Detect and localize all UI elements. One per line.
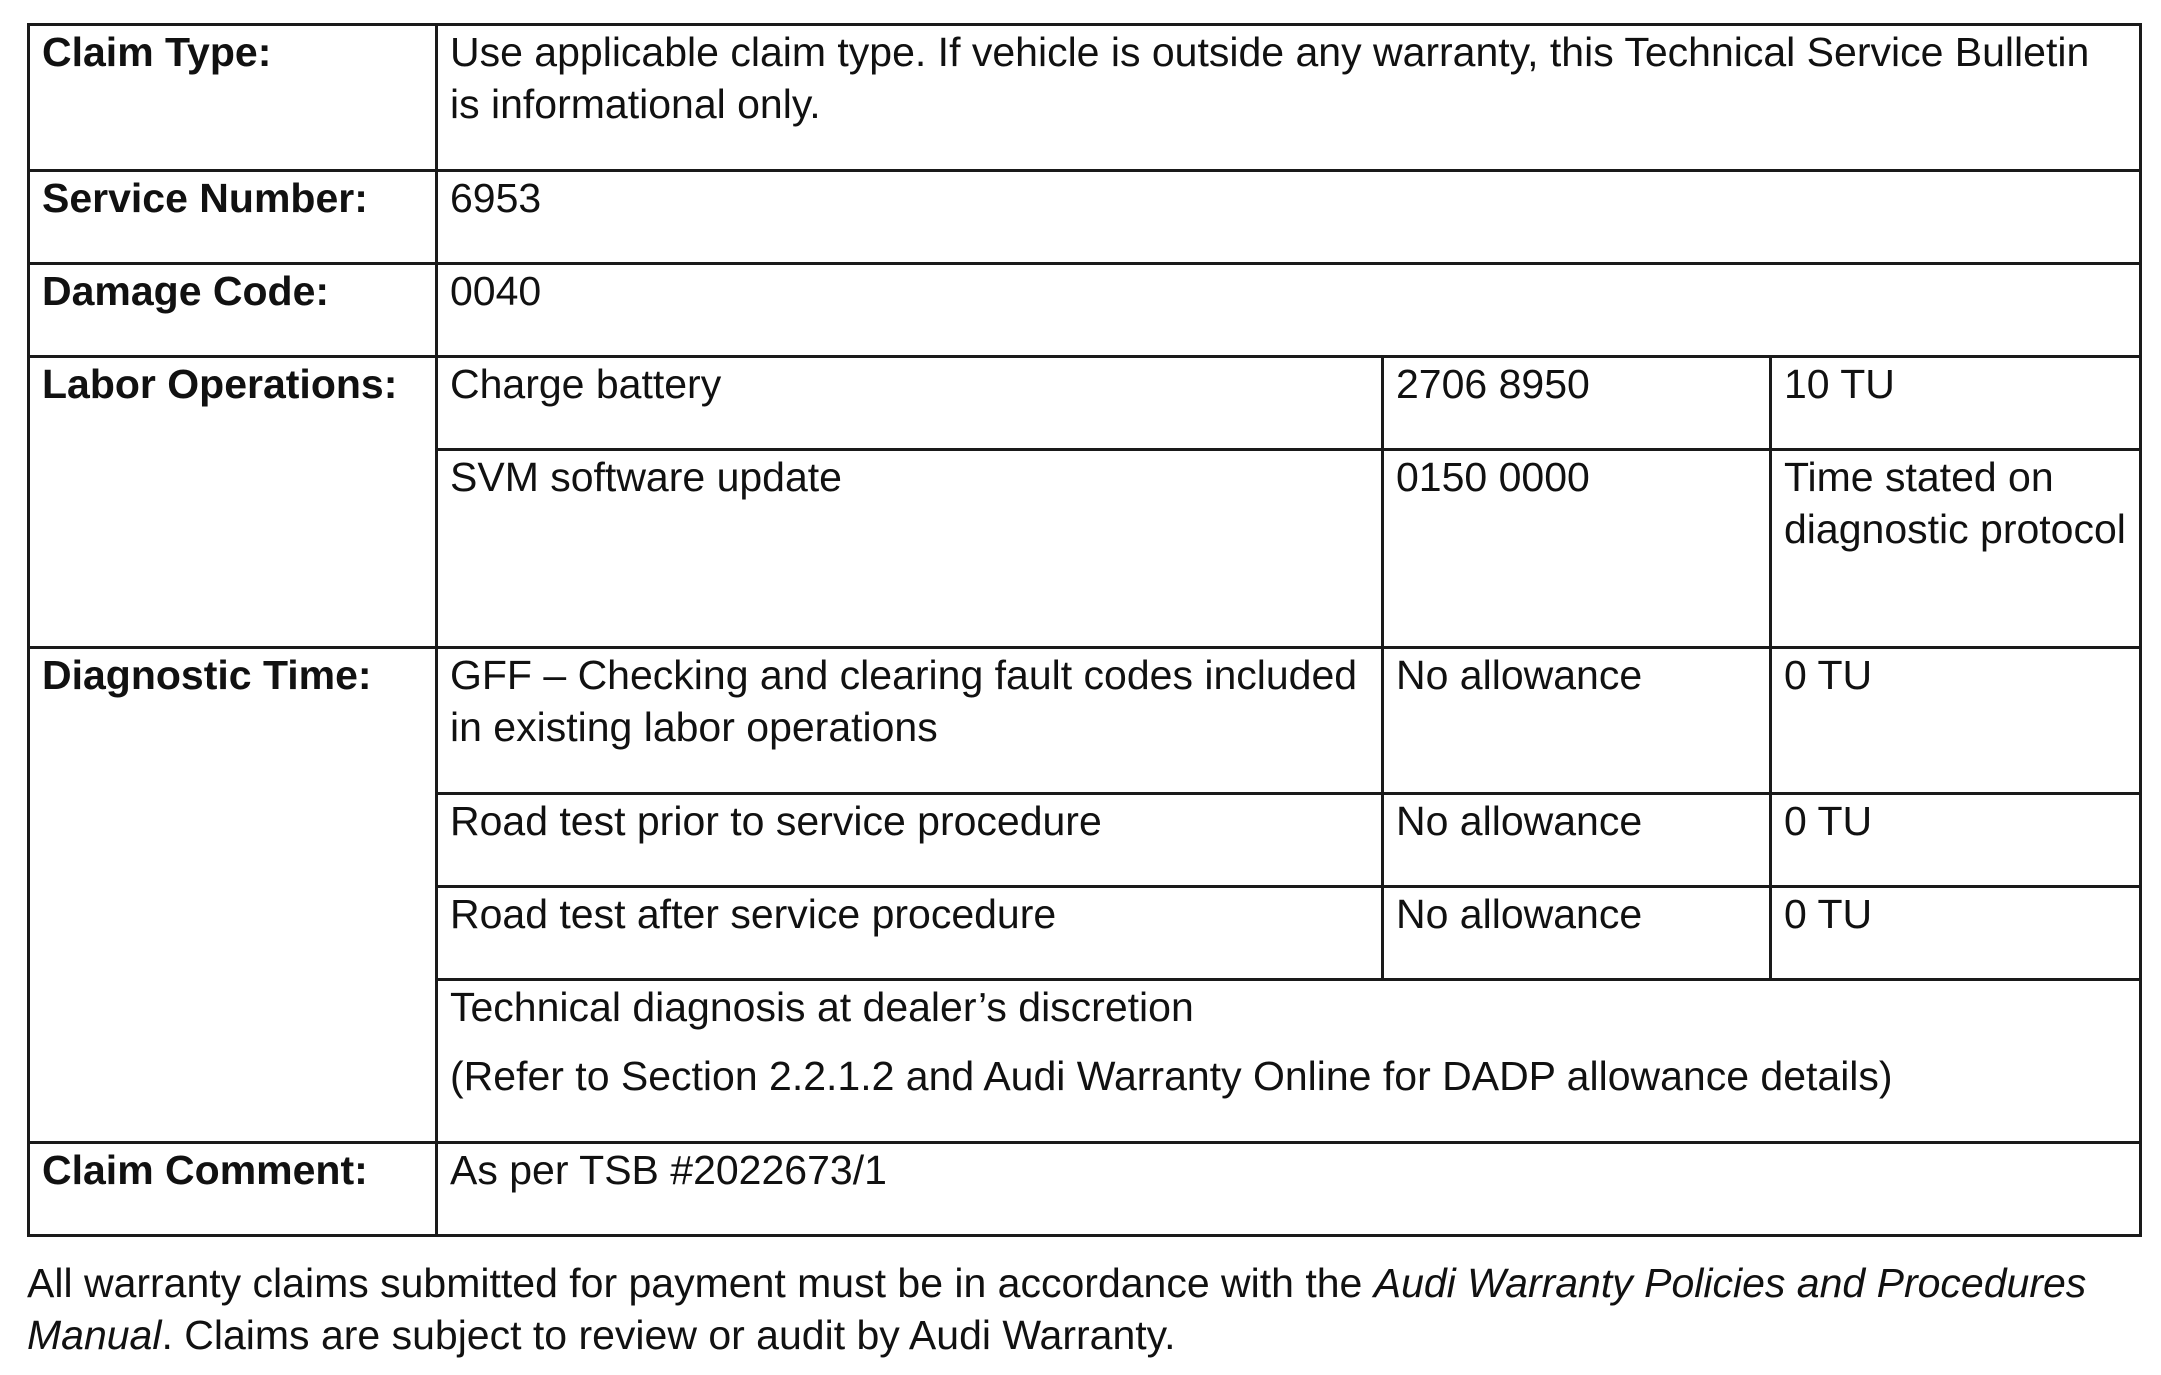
claim-type-label: Claim Type: xyxy=(29,25,437,171)
claim-comment-row xyxy=(29,1143,2141,1236)
refer-section-text: (Refer to Section 2.2.1.2 and Audi Warranty Online for DADP allowance details) xyxy=(450,1053,1893,1099)
claim-type-row xyxy=(29,25,2141,171)
claim-comment-label: Claim Comment: xyxy=(29,1143,437,1236)
claim-type-value: Use applicable claim type. If vehicle is outside any warranty, this Technical Service Bulletin is informational only. xyxy=(437,25,2141,171)
labor-operation-description: SVM software update xyxy=(437,450,1383,648)
diagnostic-allowance: No allowance xyxy=(1383,887,1771,980)
labor-operation-time: Time stated on diagnostic protocol xyxy=(1771,450,2141,648)
footer-text-before: All warranty claims submitted for payment must be in accordance with the xyxy=(27,1260,1374,1306)
damage-code-label: Damage Code: xyxy=(29,264,437,357)
claim-comment-value: As per TSB #2022673/1 xyxy=(437,1143,2141,1236)
labor-operation-code: 2706 8950 xyxy=(1383,357,1771,450)
discretion-text: Technical diagnosis at dealer’s discretion xyxy=(450,984,1194,1030)
service-number-value: 6953 xyxy=(437,171,2141,264)
warranty-claim-table xyxy=(27,23,2142,1237)
warranty-info-page xyxy=(27,23,2139,1361)
damage-code-row xyxy=(29,264,2141,357)
diagnostic-allowance: No allowance xyxy=(1383,794,1771,887)
manual-title: Audi Warranty Policies and Procedures Manual xyxy=(27,1260,2087,1358)
diagnostic-description: GFF – Checking and clearing fault codes included in existing labor operations xyxy=(437,648,1383,794)
labor-operation-code: 0150 0000 xyxy=(1383,450,1771,648)
diagnostic-discretion-cell xyxy=(437,980,2141,1143)
damage-code-value: 0040 xyxy=(437,264,2141,357)
footer-text-after: . Claims are subject to review or audit by Audi Warranty. xyxy=(161,1312,1176,1358)
diagnostic-description: Road test after service procedure xyxy=(437,887,1383,980)
diagnostic-allowance: No allowance xyxy=(1383,648,1771,794)
labor-operation-row xyxy=(29,357,2141,450)
diagnostic-time-label: Diagnostic Time: xyxy=(29,648,437,1143)
labor-operation-description: Charge battery xyxy=(437,357,1383,450)
warranty-footer-note xyxy=(27,1257,2139,1361)
diagnostic-time-value: 0 TU xyxy=(1771,887,2141,980)
labor-operation-time: 10 TU xyxy=(1771,357,2141,450)
labor-operations-label: Labor Operations: xyxy=(29,357,437,648)
diagnostic-time-value: 0 TU xyxy=(1771,794,2141,887)
service-number-label: Service Number: xyxy=(29,171,437,264)
diagnostic-time-row xyxy=(29,648,2141,794)
diagnostic-time-value: 0 TU xyxy=(1771,648,2141,794)
service-number-row xyxy=(29,171,2141,264)
diagnostic-description: Road test prior to service procedure xyxy=(437,794,1383,887)
